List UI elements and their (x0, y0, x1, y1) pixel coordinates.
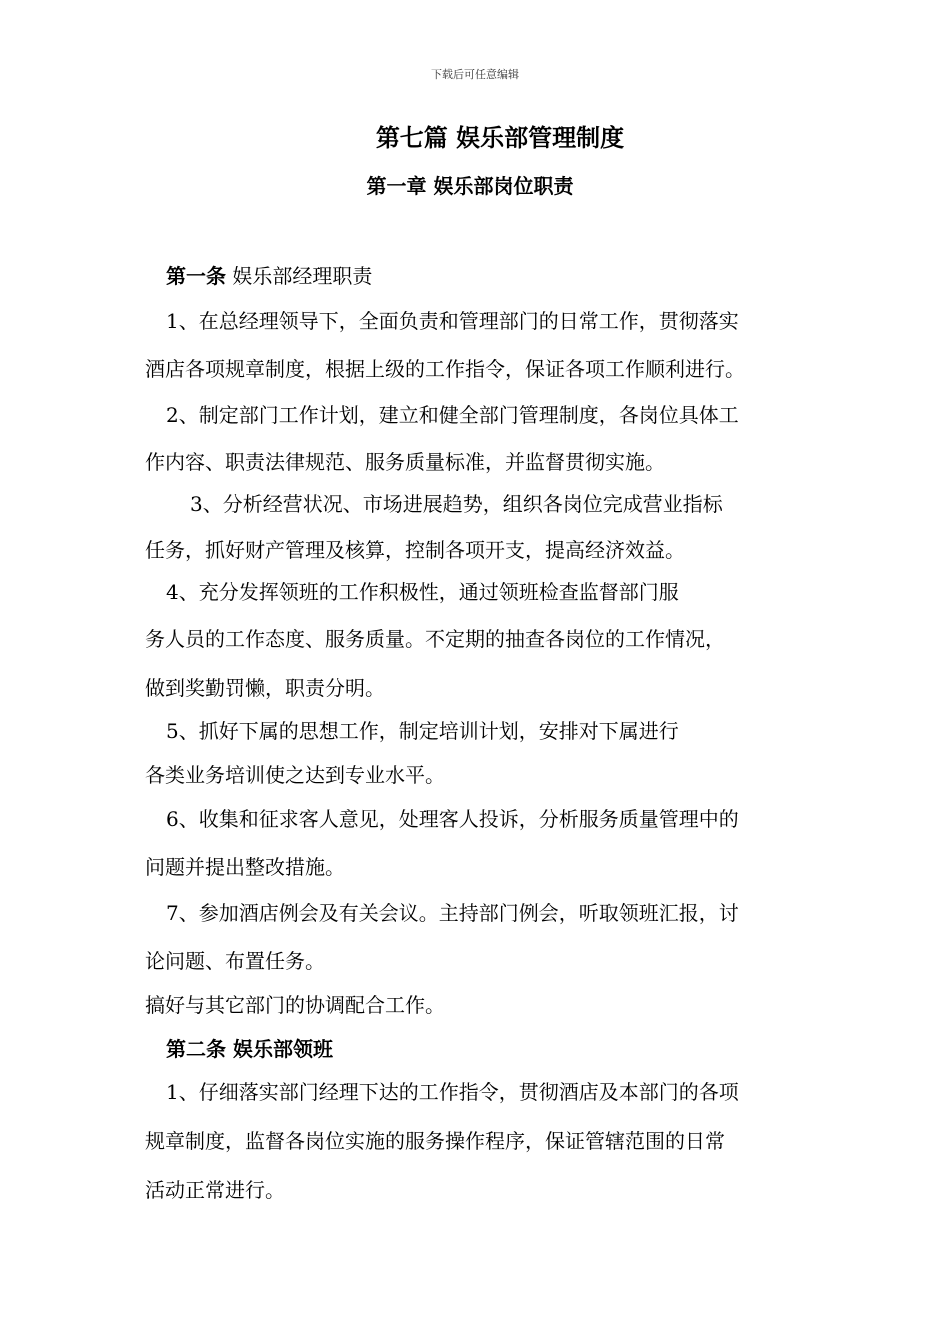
paragraph-line: 做到奖勤罚懒，职责分明。 (145, 676, 385, 700)
section-label: 第一条 (166, 264, 226, 288)
section-heading: 第二条 娱乐部领班 (166, 1037, 333, 1061)
paragraph-line: 7、参加酒店例会及有关会议。主持部门例会，听取领班汇报，讨 (166, 901, 739, 925)
paragraph-line: 务人员的工作态度、服务质量。不定期的抽查各岗位的工作情况， (145, 627, 725, 651)
paragraph-line: 1、仔细落实部门经理下达的工作指令，贯彻酒店及本部门的各项 (166, 1080, 739, 1104)
paragraph-line: 活动正常进行。 (145, 1178, 285, 1202)
paragraph-line: 3、分析经营状况、市场进展趋势，组织各岗位完成营业指标 (190, 492, 723, 516)
paragraph-line: 任务，抓好财产管理及核算，控制各项开支，提高经济效益。 (145, 538, 685, 562)
section-title: 娱乐部经理职责 (226, 264, 373, 288)
paragraph-line: 2、制定部门工作计划，建立和健全部门管理制度，各岗位具体工 (166, 403, 739, 427)
paragraph-line: 酒店各项规章制度，根据上级的工作指令，保证各项工作顺利进行。 (145, 357, 745, 381)
paragraph-line: 搞好与其它部门的协调配合工作。 (145, 993, 445, 1017)
paragraph-line: 1、在总经理领导下，全面负责和管理部门的日常工作，贯彻落实 (166, 309, 739, 333)
paragraph-line: 6、收集和征求客人意见，处理客人投诉，分析服务质量管理中的 (166, 807, 739, 831)
paragraph-line: 各类业务培训使之达到专业水平。 (145, 763, 445, 787)
paragraph-line: 问题并提出整改措施。 (145, 855, 345, 879)
document-title: 第七篇 娱乐部管理制度 (375, 123, 625, 152)
paragraph-line: 规章制度，监督各岗位实施的服务操作程序，保证管辖范围的日常 (145, 1129, 725, 1153)
page-header: 下载后可任意编辑 (431, 68, 519, 81)
section-heading (166, 262, 372, 290)
paragraph-line: 论问题、布置任务。 (145, 949, 325, 973)
paragraph-line: 作内容、职责法律规范、服务质量标准，并监督贯彻实施。 (145, 450, 665, 474)
paragraph-line: 5、抓好下属的思想工作，制定培训计划，安排对下属进行 (166, 719, 679, 743)
chapter-title: 第一章 娱乐部岗位职责 (366, 174, 574, 198)
paragraph-line: 4、充分发挥领班的工作积极性，通过领班检查监督部门服 (166, 580, 679, 604)
